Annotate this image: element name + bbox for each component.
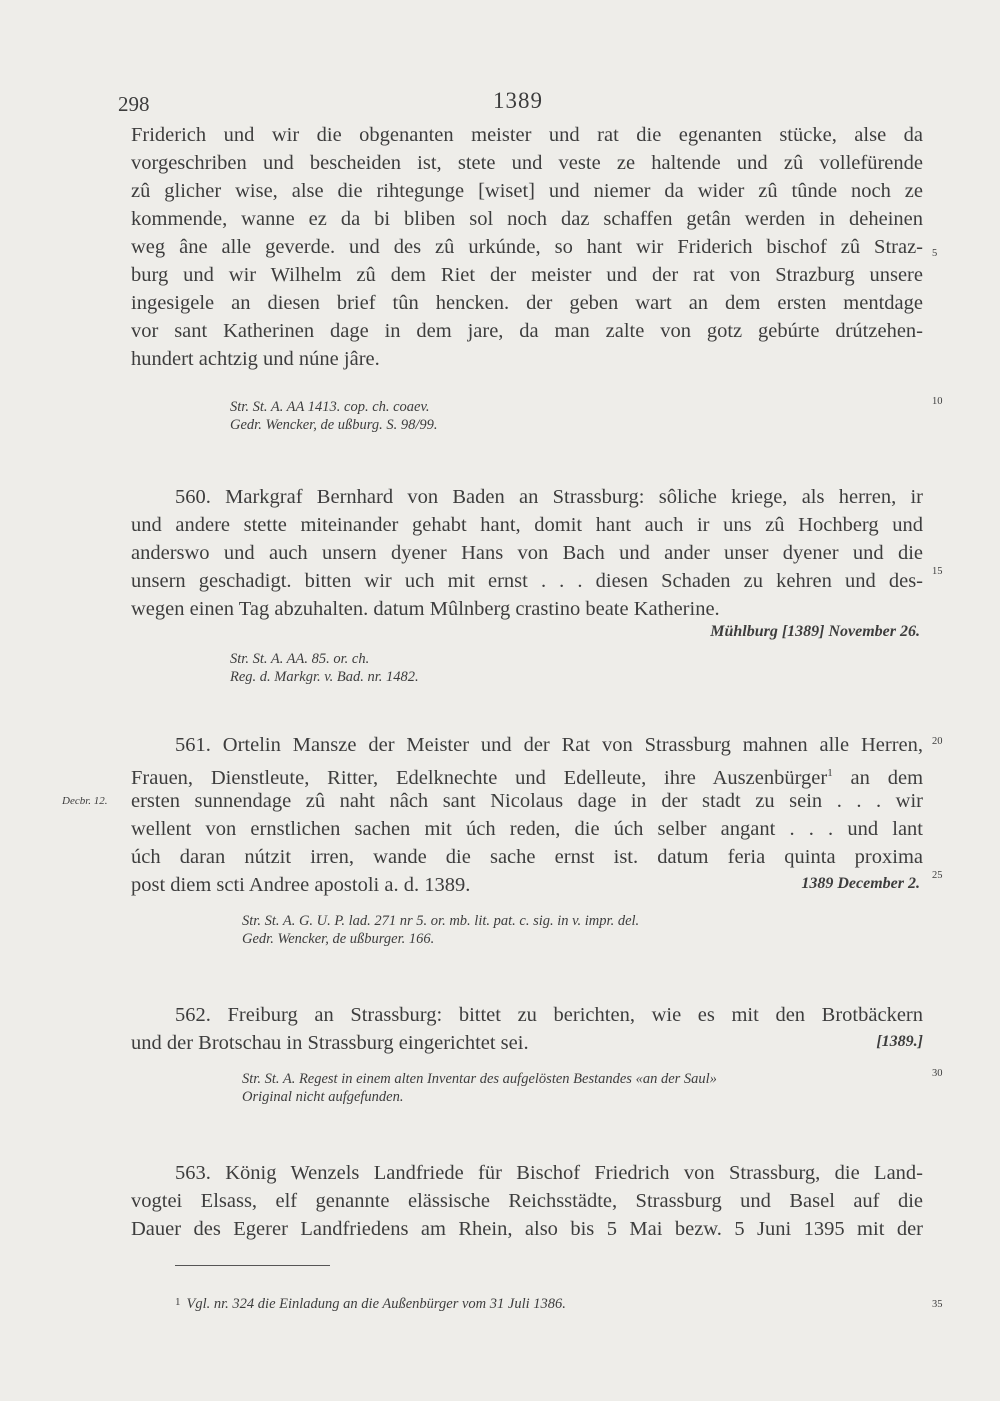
source-line: Str. St. A. G. U. P. lad. 271 nr 5. or. mb. lit. pat. c. sig. in v. impr. del. — [242, 913, 640, 929]
text-line: Friderich und wir die obgenanten meister und rat die egenanten stücke, alse da — [131, 124, 923, 146]
entry-563-line: Dauer des Egerer Landfriedens am Rhein, also bis 5 Mai bezw. 5 Juni 1395 mit der — [131, 1218, 923, 1240]
entry-561-line: wellent von ernstlichen sachen mit úch reden, die úch selber angant . . . und lant — [131, 818, 923, 840]
page-number: 298 — [118, 92, 150, 116]
footnote-ref[interactable]: 1 — [827, 767, 833, 779]
entry-date: 1389 December 2. — [801, 875, 920, 892]
margin-line-number: 20 — [932, 736, 943, 747]
text-line: hundert achtzig und núne jâre. — [131, 348, 380, 370]
footnote-label: 1 — [175, 1296, 181, 1308]
source-line: Str. St. A. AA. 85. or. ch. — [230, 651, 370, 667]
margin-line-number: 25 — [932, 870, 943, 881]
source-line: Reg. d. Markgr. v. Bad. nr. 1482. — [230, 669, 419, 685]
entry-number: 563. — [175, 1162, 211, 1184]
margin-line-number: 30 — [932, 1068, 943, 1079]
entry-560-line: anderswo und auch unsern dyener Hans von Bach und ander unser dyener und die — [131, 542, 923, 564]
margin-line-number: 5 — [932, 248, 938, 259]
entry-561-line: úch daran nútzit irren, wande die sache ernst ist. datum feria quinta proxima — [131, 846, 923, 868]
footnote-rule — [175, 1265, 330, 1266]
entry-number: 562. — [175, 1004, 211, 1026]
text-line: kommende, wanne ez da bi bliben sol noch daz schaffen getân werden in deheinen — [131, 208, 923, 230]
entry-number: 561. — [175, 734, 211, 756]
entry-562-line: 562. Freiburg an Strassburg: bittet zu berichten, wie es mit den Brotbäckern — [175, 1004, 923, 1026]
entry-560-line: 560. Markgraf Bernhard von Baden an Strassburg: sôliche kriege, als herren, ir — [175, 486, 923, 508]
text-line: burg und wir Wilhelm zû dem Riet der meister und der rat von Strazburg unsere — [131, 264, 923, 286]
entry-560-line: wegen einen Tag abzuhalten. datum Mûlnberg crastino beate Katherine. — [131, 598, 720, 620]
entry-561-line: ersten sunnendage zû naht nâch sant Nicolaus dage in der stadt zu sein . . . wir — [131, 790, 923, 812]
source-line: Gedr. Wencker, de ußburg. S. 98/99. — [230, 417, 438, 433]
entry-date: Mühlburg [1389] November 26. — [710, 623, 920, 640]
entry-563-line: 563. König Wenzels Landfriede für Bischof Friedrich von Strassburg, die Land- — [175, 1162, 923, 1184]
text-line: vor sant Katherinen dage in dem jare, da man zalte von gotz gebúrte drútzehen- — [131, 320, 923, 342]
source-line: Str. St. A. AA 1413. cop. ch. coaev. — [230, 399, 430, 415]
source-line: Original nicht aufgefunden. — [242, 1089, 404, 1105]
margin-line-number: 10 — [932, 396, 943, 407]
entry-date: [1389.] — [876, 1033, 923, 1050]
source-line: Str. St. A. Regest in einem alten Inventar des aufgelösten Bestandes «an der Saul» — [242, 1071, 717, 1087]
page-year-heading: 1389 — [493, 88, 543, 113]
entry-562-line: und der Brotschau in Strassburg eingerichtet sei. — [131, 1032, 529, 1054]
footnote: $^1$ Vgl. nr. 324 die Einladung an die Außenbürger vom 31 Juli 1386. — [175, 1296, 566, 1312]
entry-561-line: Frauen, Dienstleute, Ritter, Edelknechte und Edelleute, ihre Auszenbürger$^1$ an dem — [131, 766, 924, 789]
source-line: Gedr. Wencker, de ußburger. 166. — [242, 931, 435, 947]
text-line: vorgeschriben und bescheiden ist, stete und veste ze haltende und zû vollefürende — [131, 152, 923, 174]
entry-561-line: 561. Ortelin Mansze der Meister und der Rat von Strassburg mahnen alle Herren, — [175, 734, 923, 756]
text-line: ingesigele an diesen brief tûn hencken. der geben wart an dem ersten mentdage — [131, 292, 923, 314]
text-line: zû glicher wise, alse die rihtegunge [wiset] und niemer da wider zû tûnde noch ze — [131, 180, 923, 202]
margin-line-number: 35 — [932, 1299, 943, 1310]
margin-line-number: 15 — [932, 566, 943, 577]
entry-563-line: vogtei Elsass, elf genannte elässische Reichsstädte, Strassburg und Basel auf die — [131, 1190, 923, 1212]
entry-number: 560. — [175, 486, 211, 508]
entry-561-line: post diem scti Andree apostoli a. d. 1389. — [131, 874, 471, 896]
text-line: weg âne alle geverde. und des zû urkúnde, so hant wir Friderich bischof zû Straz- — [131, 236, 923, 258]
margin-date-note: Decbr. 12. — [62, 795, 108, 807]
entry-560-line: unsern geschadigt. bitten wir uch mit ernst . . . diesen Schaden zu kehren und des- — [131, 570, 923, 592]
entry-560-line: und andere stette miteinander gehabt hant, domit hant auch ir uns zû Hochberg und — [131, 514, 923, 536]
